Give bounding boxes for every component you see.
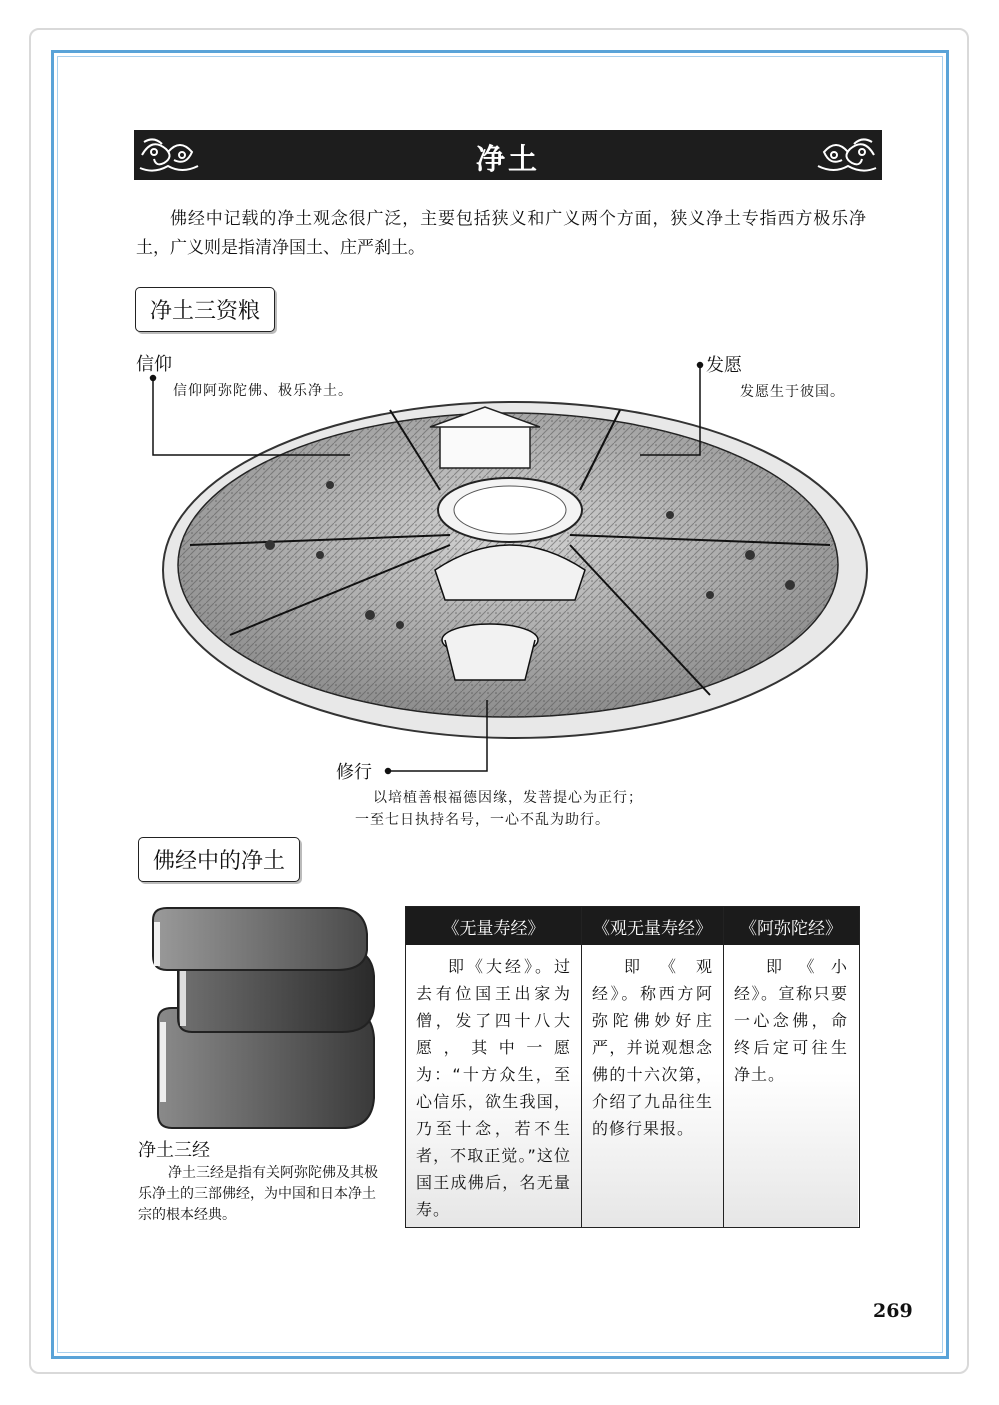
books-description: 净土三经是指有关阿弥陀佛及其极乐净土的三部佛经，为中国和日本净土宗的根本经典。 bbox=[138, 1165, 378, 1223]
table-header-row bbox=[406, 907, 859, 945]
page-title: 净土 bbox=[475, 142, 540, 176]
sutras-table bbox=[405, 906, 860, 1228]
table-cell: 即《大经》。过去有位国王出家为僧，发了四十八大愿，其中一愿为：“十方众生，至心信乐，欲生我国，乃至十念，若不生者，不取正觉。”这位国王成佛后，名无量寿。 bbox=[406, 945, 581, 1227]
pure-land-mandala-illustration bbox=[150, 395, 870, 755]
table-cell: 即《观经》。称西方阿弥陀佛妙好庄严，并说观想念佛的十六次第，介绍了九品往生的修行果报。 bbox=[581, 945, 723, 1227]
faith-text: 信仰阿弥陀佛、极乐净土。 bbox=[173, 383, 353, 399]
faith-title: 信仰 bbox=[136, 354, 172, 375]
practice-text-line1: 以培植善根福德因缘，发菩提心为正行； bbox=[373, 790, 643, 806]
vow-title: 发愿 bbox=[706, 355, 742, 376]
table-header-cell: 《观无量寿经》 bbox=[581, 907, 723, 945]
practice-title: 修行 bbox=[336, 762, 372, 783]
section-heading-sutras: 佛经中的净土 bbox=[138, 837, 300, 882]
intro-paragraph: 佛经中记载的净土观念很广泛，主要包括狭义和广义两个方面，狭义净土专指西方极乐净土，广义则是指清净国土、庄严刹土。 bbox=[136, 209, 866, 258]
table-cell: 即《小经》。宣称只要一心念佛，命终后定可往生净土。 bbox=[723, 945, 858, 1227]
table-header-cell: 《阿弥陀经》 bbox=[723, 907, 858, 945]
page-number: 269 bbox=[873, 1300, 913, 1322]
section-heading-three-provisions: 净土三资粮 bbox=[135, 287, 275, 332]
cloud-ornament-icon bbox=[812, 130, 882, 180]
books-title: 净土三经 bbox=[138, 1140, 210, 1161]
three-sutras-books-illustration bbox=[143, 900, 383, 1135]
vow-text: 发愿生于彼国。 bbox=[740, 384, 845, 400]
title-banner bbox=[134, 130, 882, 180]
practice-text-line2: 一至七日执持名号，一心不乱为助行。 bbox=[355, 812, 610, 828]
table-row bbox=[406, 945, 859, 1227]
table-header-cell: 《无量寿经》 bbox=[442, 918, 545, 939]
